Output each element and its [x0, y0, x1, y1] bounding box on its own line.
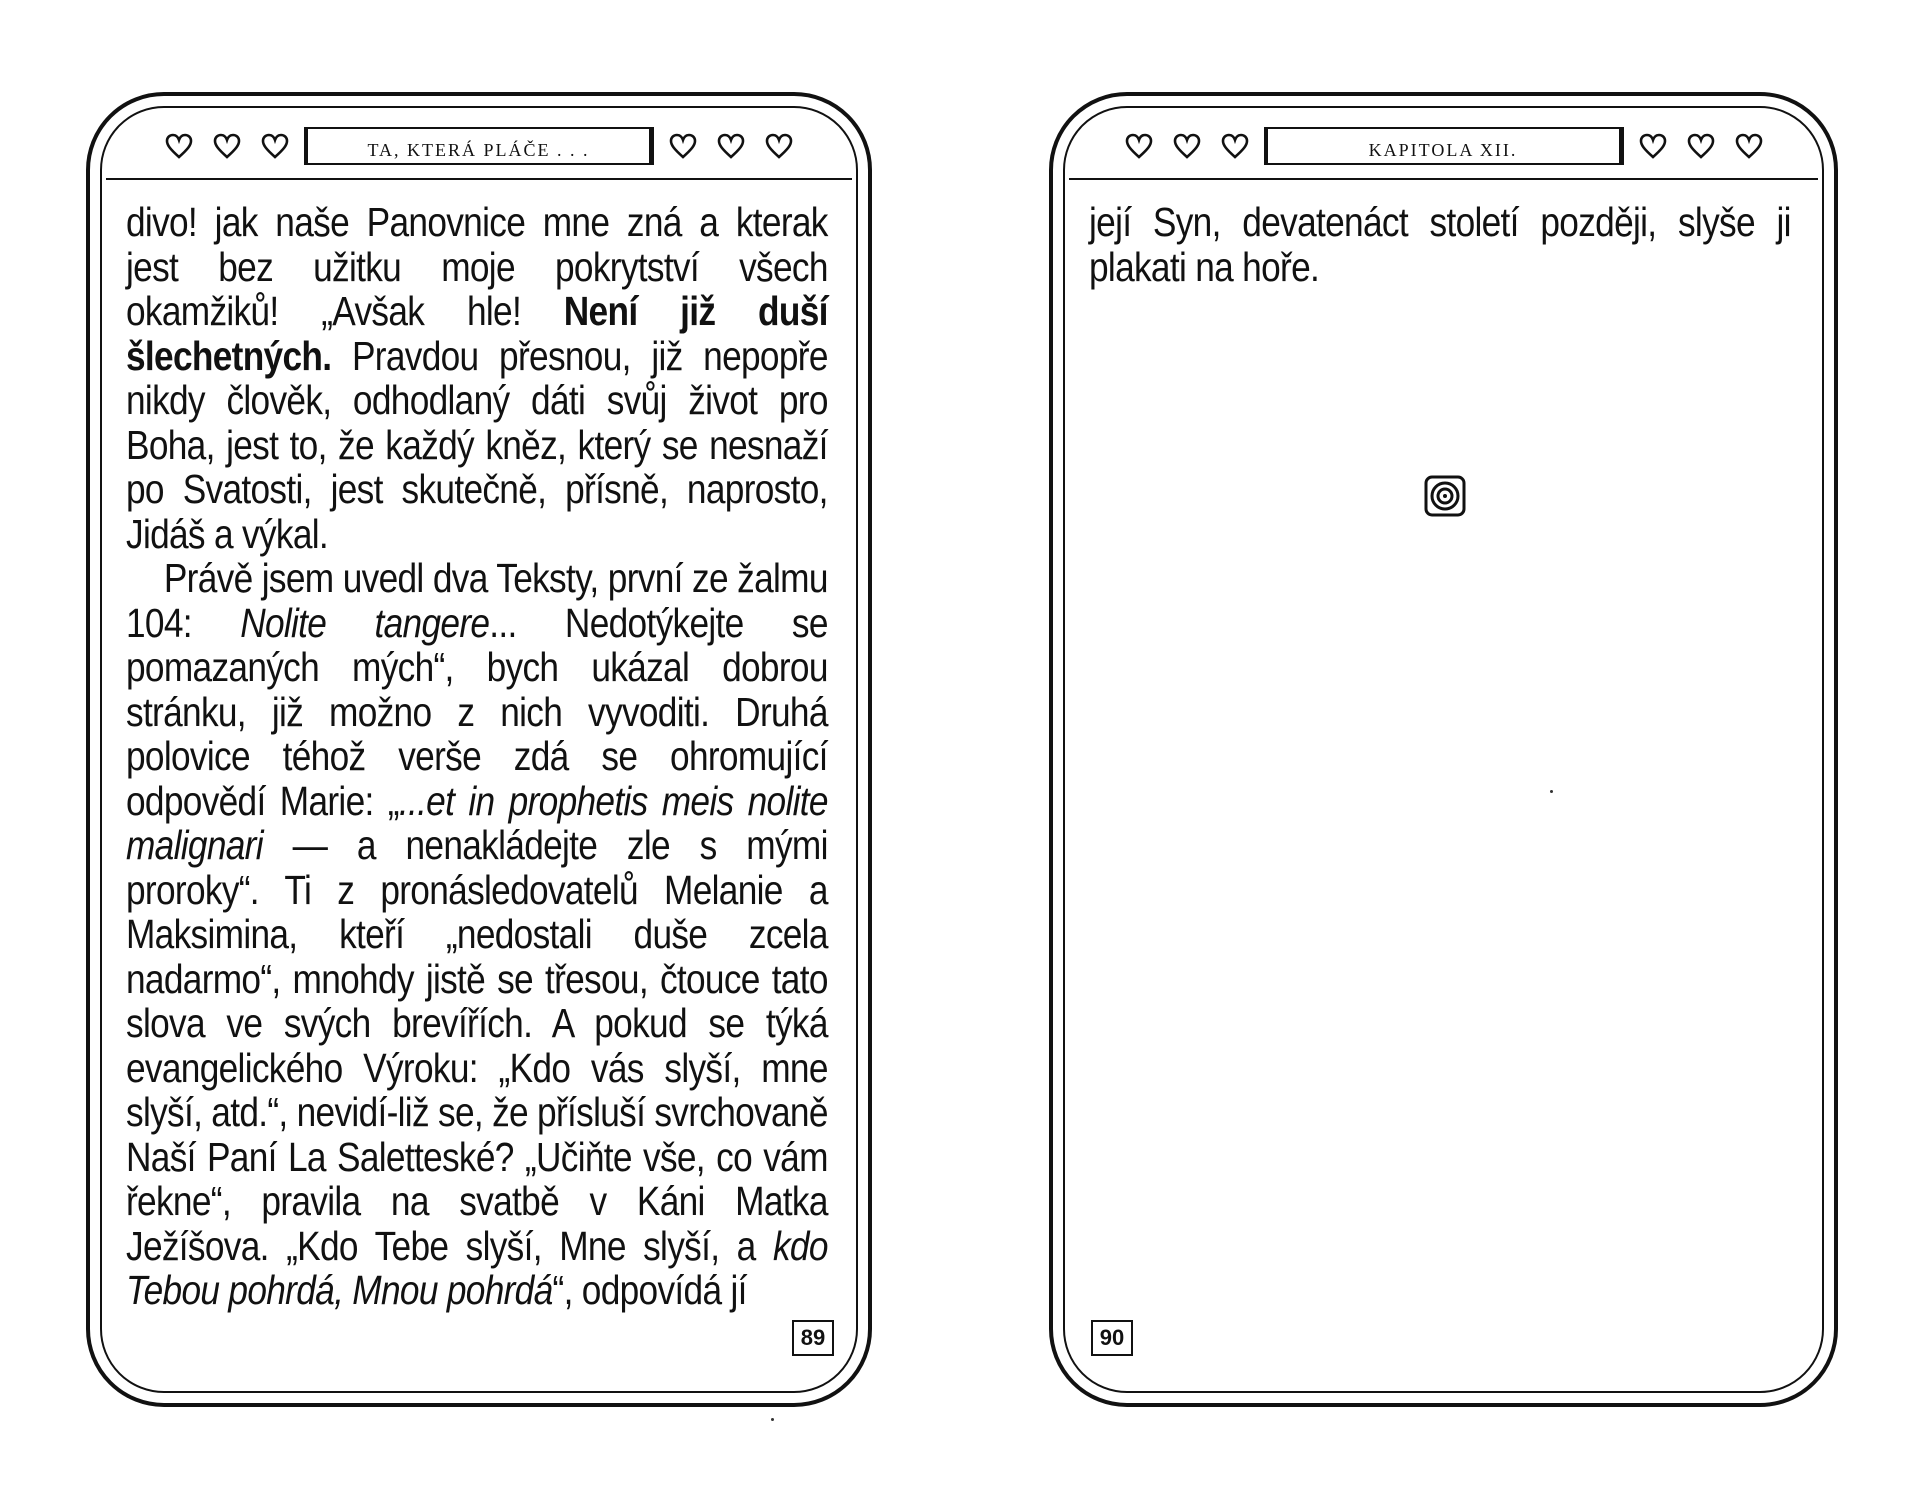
body-paragraph: [126, 556, 828, 1313]
heart-outline-icon: [1220, 132, 1250, 160]
left-header-rule: [106, 178, 852, 180]
right-page: [1049, 92, 1838, 1407]
heart-outline-icon: [764, 132, 794, 160]
bold-text: Není již duší šlechetných.: [126, 288, 828, 379]
left-running-title: TA, KTERÁ PLÁČE . . .: [304, 127, 654, 165]
body-text: ... Nedotýkejte se pomazaných mých“, bych ukázal dobrou stránku, již možno z nich vyvoditi. Druhá polovice téhož verše zdá se ohromující odpovědí Marie: „: [126, 599, 828, 824]
print-speck: [771, 1418, 774, 1421]
right-header-hearts-end: [1638, 132, 1764, 160]
heart-outline-icon: [260, 132, 290, 160]
heart-outline-icon: [164, 132, 194, 160]
left-page-body: [126, 200, 828, 1313]
left-page-header: [100, 106, 858, 186]
body-text: Pravdou přesnou, již nepopře nikdy člověk, odhodlaný dáti svůj život pro Boha, jest to, že každý kněz, který se nesnaží po Svatosti, jest skutečně, přísně, naprosto, Jidáš a výkal.: [126, 332, 828, 557]
heart-outline-icon: [1686, 132, 1716, 160]
print-speck: [1550, 790, 1553, 793]
heart-outline-icon: [716, 132, 746, 160]
spiral-ornament-icon: [1423, 474, 1467, 518]
italic-text: ...et in prophetis meis nolite malignari: [126, 777, 828, 868]
body-text: “, odpovídá jí: [552, 1267, 747, 1313]
body-paragraph: její Syn, devatenáct století později, slyše ji plakati na hoře.: [1089, 199, 1791, 290]
right-running-title: KAPITOLA XII.: [1264, 127, 1624, 165]
heart-outline-icon: [1124, 132, 1154, 160]
page-number: 90: [1091, 1320, 1133, 1356]
heart-outline-icon: [212, 132, 242, 160]
heart-outline-icon: [1734, 132, 1764, 160]
body-text: divo! jak naše Panovnice mne zná a kterak jest bez užitku moje pokrytství všech okamžiků! „Avšak hle!: [126, 199, 828, 334]
heart-outline-icon: [1172, 132, 1202, 160]
body-text: — a nenakládejte zle s mými proroky“. Ti z pronásledovatelů Melanie a Maksimina, kteří „nedostali duše zcela nadarmo“, mnohdy jistě se třesou, čtouce tato slova ve svých brevířích. A pokud se týká evangelického Výroku: „Kdo vás slyší, mne slyší, atd.“, nevidí-liž se, že přísluší svrchovaně Naší Paní La Saletteské? „Učiňte vše, co vám řekne“, pravila na svatbě v Káni Matka Ježíšova. „Kdo Tebe slyší, Mne slyší, a: [126, 822, 828, 1269]
page-number: 89: [792, 1320, 834, 1356]
italic-text: Nolite tangere: [240, 599, 490, 646]
right-header-rule: [1069, 178, 1818, 180]
right-header-hearts-start: [1124, 132, 1250, 160]
heart-outline-icon: [668, 132, 698, 160]
left-header-hearts-start: [164, 132, 290, 160]
body-paragraph: [126, 200, 828, 556]
left-header-hearts-end: [668, 132, 794, 160]
italic-text: kdo Tebou pohrdá, Mnou pohrdá: [126, 1222, 828, 1313]
body-text: Právě jsem uvedl dva Teksty, první ze žalmu 104:: [126, 555, 828, 646]
right-page-header: [1063, 106, 1824, 186]
right-page-inner-frame: [1063, 106, 1824, 1393]
right-page-body: [1089, 200, 1791, 289]
left-page: [86, 92, 872, 1407]
heart-outline-icon: [1638, 132, 1668, 160]
